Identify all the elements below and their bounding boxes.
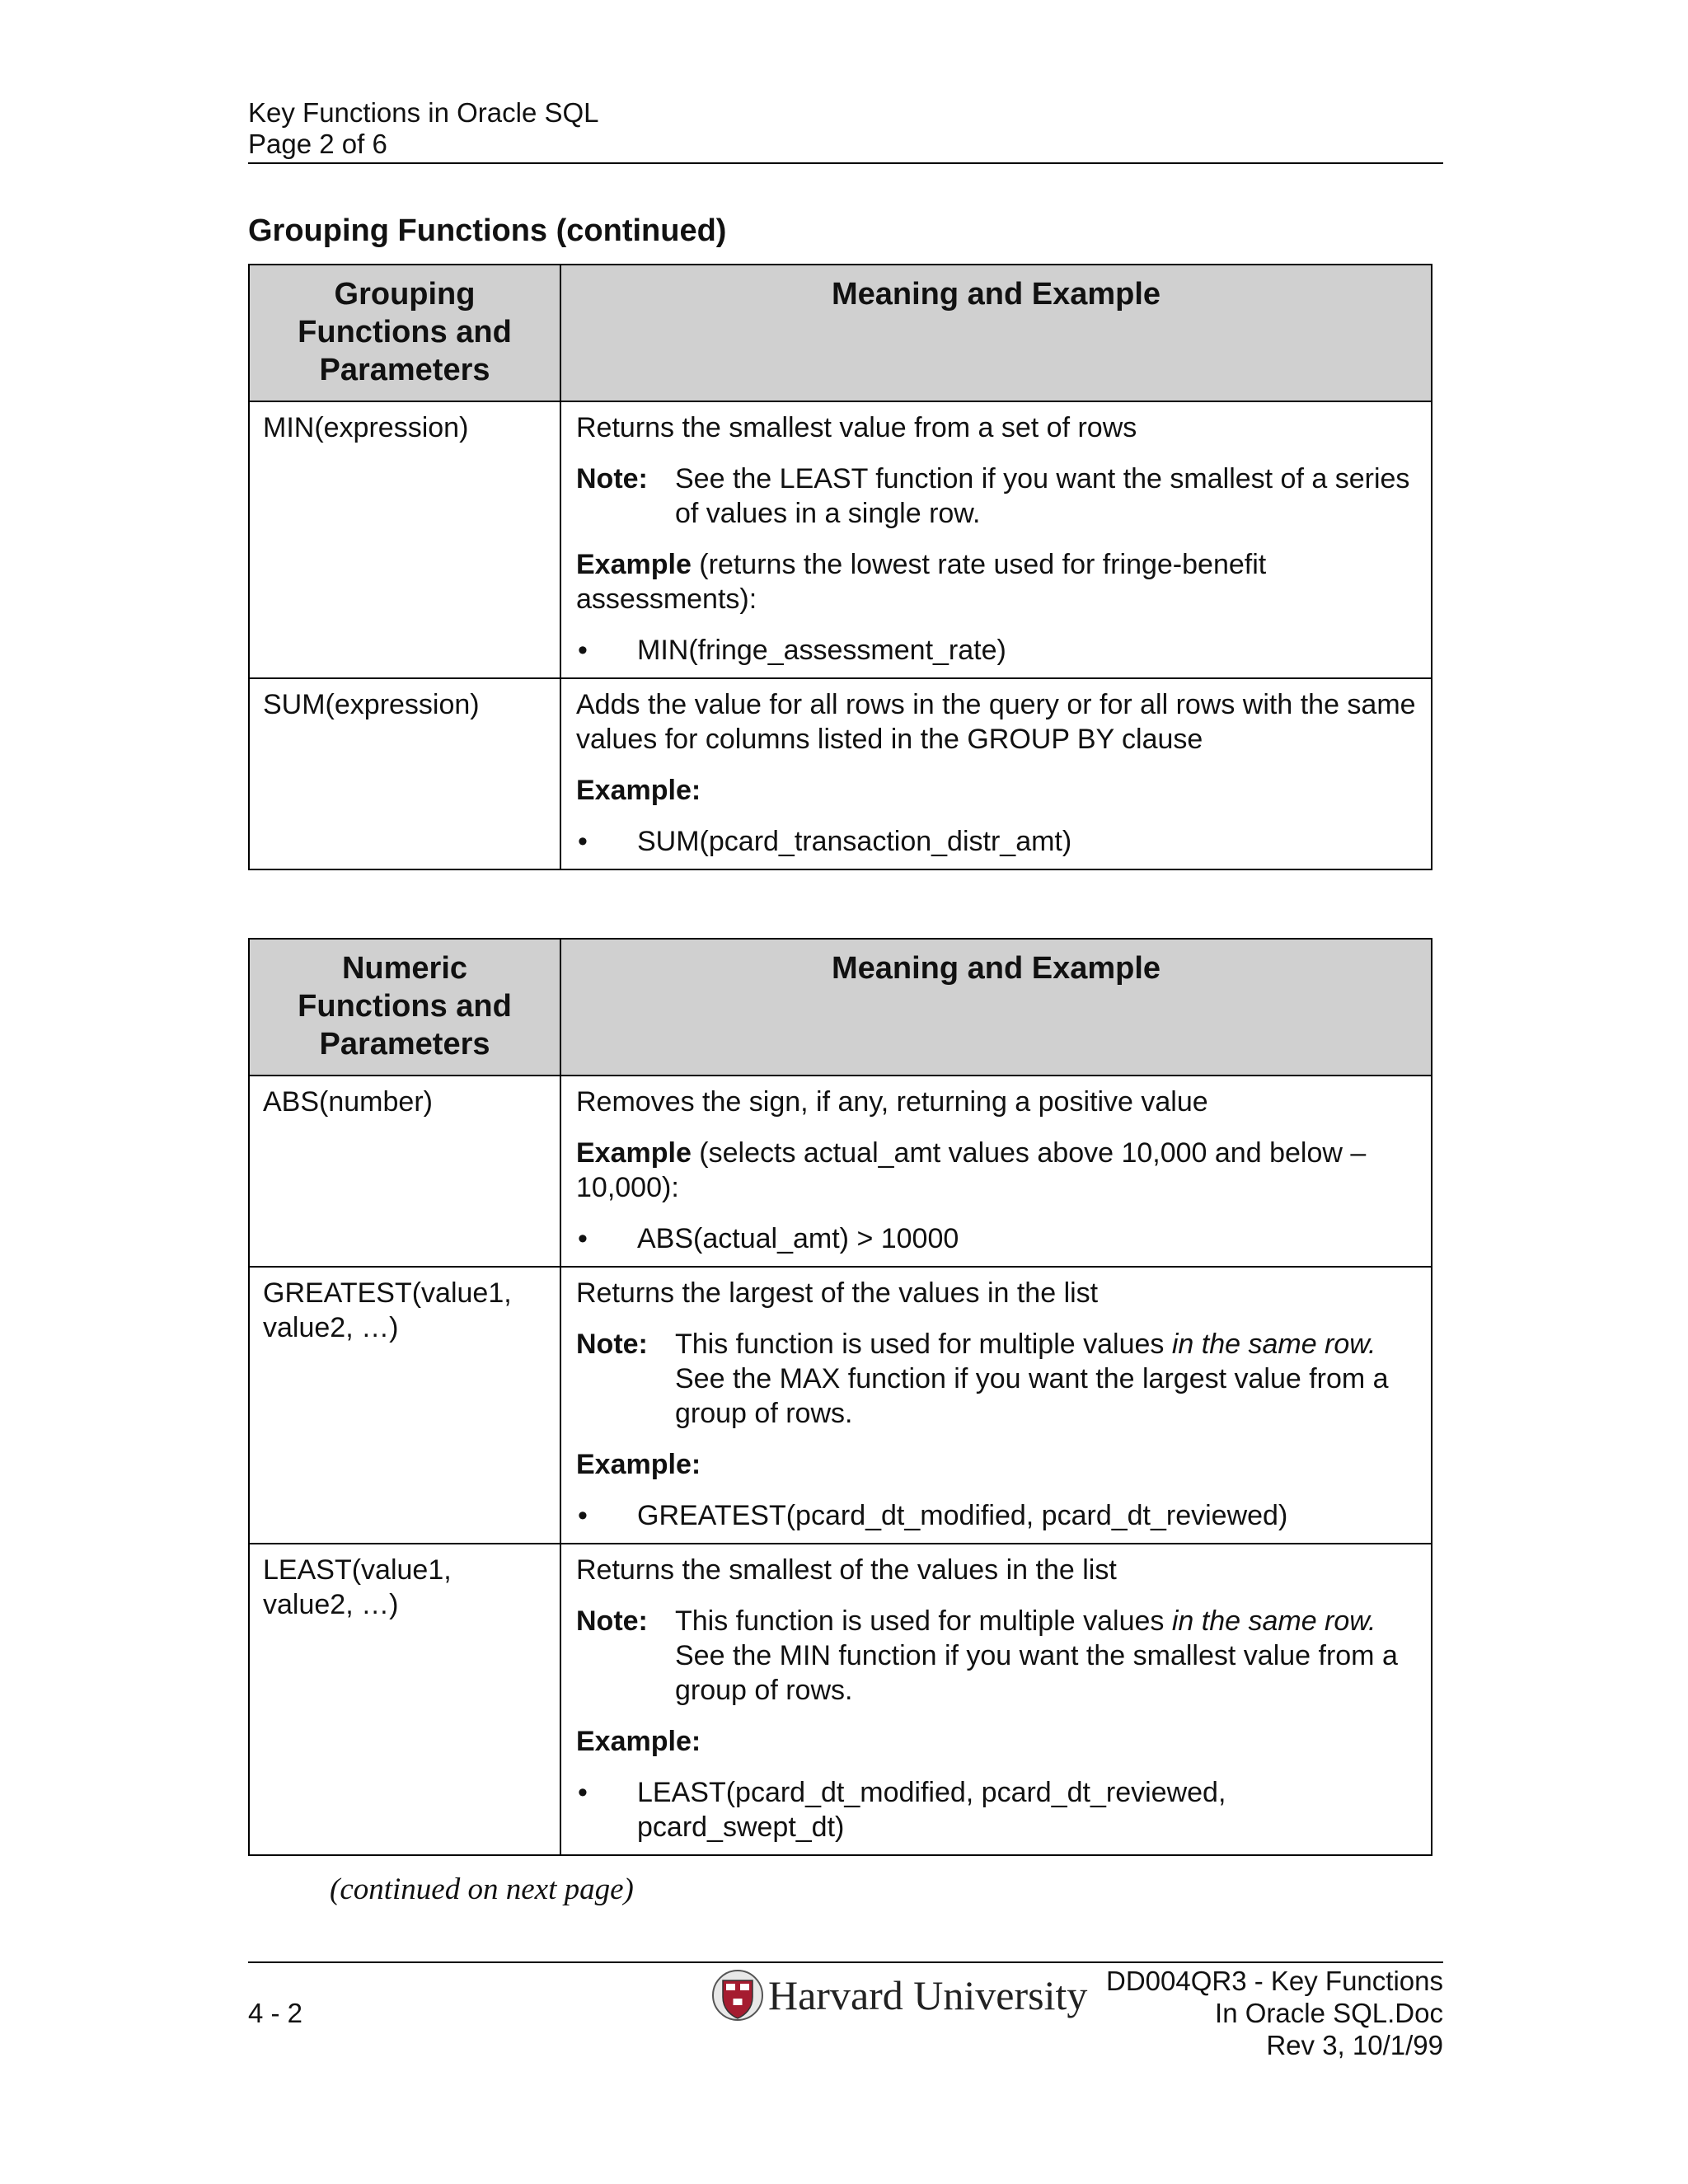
description: Removes the sign, if any, returning a positive value — [576, 1086, 1208, 1118]
numeric-functions-table — [248, 938, 1432, 1856]
example-intro — [576, 547, 1418, 616]
note — [576, 1604, 1418, 1708]
page-indicator: Page 2 of 6 — [248, 129, 387, 159]
document-info — [1071, 1965, 1443, 2061]
note — [576, 462, 1418, 531]
bullet-icon: • — [578, 1500, 588, 1531]
bullet-icon: • — [578, 1223, 588, 1254]
note-label: Note: — [576, 463, 648, 494]
example-label: Example: — [576, 775, 701, 806]
example-text: (returns the lowest rate used for fringe-benefit assessments): — [576, 549, 1267, 615]
harvard-shield-icon — [712, 1967, 763, 2023]
function-name: GREATEST(value1, value2, …) — [249, 1267, 560, 1544]
column-header-function: Numeric Functions and Parameters — [249, 939, 560, 1076]
logo-text: Harvard University — [768, 1972, 1088, 2018]
harvard-logo — [712, 1967, 1087, 2023]
grouping-functions-table — [248, 264, 1432, 870]
bullet-icon: • — [578, 826, 588, 857]
description: Returns the smallest value from a set of rows — [576, 412, 1137, 443]
document-id: DD004QR3 - Key Functions — [1105, 1966, 1443, 1996]
example-label: Example — [576, 549, 692, 580]
note-emphasis: in the same row. — [1171, 1329, 1376, 1360]
note-text-a: This function is used for multiple values — [675, 1329, 1172, 1360]
document-revision: Rev 3, 10/1/99 — [1266, 2030, 1443, 2060]
table-row — [249, 678, 1432, 869]
page-header — [248, 97, 1443, 160]
header-divider — [248, 162, 1443, 164]
function-name: MIN(expression) — [249, 401, 560, 678]
column-header-function: Grouping Functions and Parameters — [249, 265, 560, 401]
continued-note: (continued on next page) — [330, 1872, 634, 1906]
function-meaning — [560, 678, 1432, 869]
table-row — [249, 1076, 1432, 1267]
note — [576, 1327, 1418, 1431]
note-text — [675, 1604, 1418, 1708]
footer-divider — [248, 1961, 1443, 1963]
example-text: (selects actual_amt values above 10,000 and below –10,000): — [576, 1137, 1367, 1203]
note-label: Note: — [576, 1605, 648, 1637]
note-text-b: See the MAX function if you want the largest value from a group of rows. — [675, 1363, 1389, 1429]
example-code: LEAST(pcard_dt_modified, pcard_dt_reviewed, pcard_swept_dt) — [637, 1777, 1226, 1843]
note-text-b: See the MIN function if you want the smallest value from a group of rows. — [675, 1640, 1398, 1706]
note-text: See the LEAST function if you want the smallest of a series of values in a single row. — [675, 463, 1410, 529]
example-intro — [576, 1136, 1418, 1205]
example-code: SUM(pcard_transaction_distr_amt) — [637, 826, 1072, 857]
section-heading: Grouping Functions (continued) — [248, 213, 727, 248]
bullet-icon: • — [578, 635, 588, 666]
example-code: MIN(fringe_assessment_rate) — [637, 635, 1006, 666]
example-code: GREATEST(pcard_dt_modified, pcard_dt_reviewed) — [637, 1500, 1288, 1531]
function-name: LEAST(value1, value2, …) — [249, 1544, 560, 1855]
example-bullet — [576, 824, 1418, 859]
page-number: 4 - 2 — [248, 1998, 303, 2028]
description: Adds the value for all rows in the query or for all rows with the same values for columns listed in the GROUP BY clause — [576, 689, 1416, 755]
table-row — [249, 1267, 1432, 1544]
example-bullet — [576, 1221, 1418, 1256]
description: Returns the largest of the values in the list — [576, 1277, 1099, 1309]
note-text-a: This function is used for multiple values — [675, 1605, 1172, 1637]
example-label: Example: — [576, 1449, 701, 1480]
column-header-meaning: Meaning and Example — [560, 939, 1432, 1076]
table-header-row — [249, 265, 1432, 401]
document-title: Key Functions in Oracle SQL — [248, 97, 599, 128]
example-bullet — [576, 1498, 1418, 1533]
table-row — [249, 401, 1432, 678]
bullet-icon: • — [578, 1777, 588, 1808]
note-emphasis: in the same row. — [1171, 1605, 1376, 1637]
document-filename: In Oracle SQL.Doc — [1215, 1998, 1443, 2028]
example-label: Example — [576, 1137, 692, 1169]
example-label: Example: — [576, 1726, 701, 1757]
function-meaning — [560, 1544, 1432, 1855]
example-code: ABS(actual_amt) > 10000 — [637, 1223, 959, 1254]
description: Returns the smallest of the values in the list — [576, 1554, 1117, 1586]
note-text — [675, 1327, 1418, 1431]
table-header-row — [249, 939, 1432, 1076]
function-meaning — [560, 1076, 1432, 1267]
function-name: SUM(expression) — [249, 678, 560, 869]
function-meaning — [560, 1267, 1432, 1544]
example-bullet — [576, 633, 1418, 668]
column-header-meaning: Meaning and Example — [560, 265, 1432, 401]
note-label: Note: — [576, 1329, 648, 1360]
table-row — [249, 1544, 1432, 1855]
function-name: ABS(number) — [249, 1076, 560, 1267]
example-bullet — [576, 1775, 1418, 1844]
function-meaning — [560, 401, 1432, 678]
